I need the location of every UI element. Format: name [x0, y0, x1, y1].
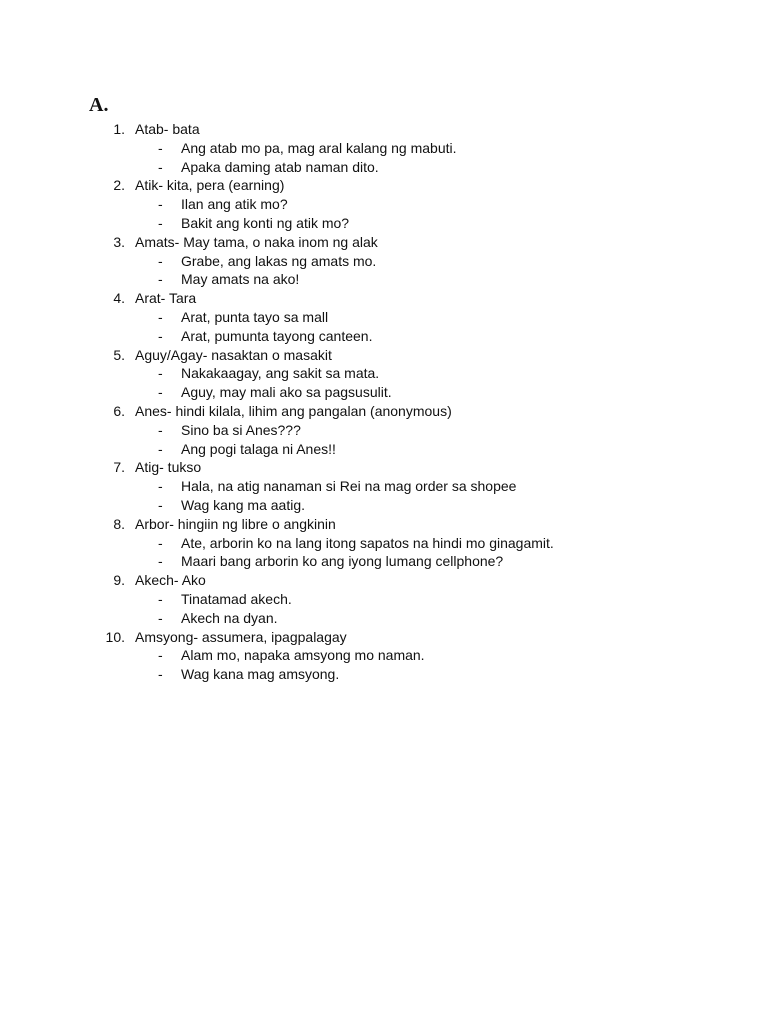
- dash-bullet: -: [158, 158, 163, 175]
- dash-bullet: -: [158, 553, 163, 570]
- example-sentence: [0, 383, 768, 402]
- dash-bullet: -: [158, 421, 163, 438]
- example-sentence: [0, 552, 768, 571]
- list-item: [0, 289, 768, 345]
- term-line: [0, 571, 768, 590]
- example-list: [0, 534, 768, 572]
- example-sentence: [0, 609, 768, 628]
- example-text: Ang pogi talaga ni Anes!!: [181, 440, 336, 457]
- example-list: [0, 308, 768, 346]
- term-line: [0, 515, 768, 534]
- dash-bullet: -: [158, 308, 163, 325]
- example-text: Tinatamad akech.: [181, 590, 292, 607]
- example-sentence: [0, 252, 768, 271]
- dash-bullet: -: [158, 196, 163, 213]
- dash-bullet: -: [158, 384, 163, 401]
- item-number: 1.: [113, 121, 125, 137]
- example-sentence: [0, 477, 768, 496]
- example-sentence: [0, 665, 768, 684]
- example-sentence: [0, 421, 768, 440]
- list-item: [0, 120, 768, 176]
- dash-bullet: -: [158, 478, 163, 495]
- example-list: [0, 364, 768, 402]
- item-number: 5.: [113, 346, 125, 363]
- example-sentence: [0, 364, 768, 383]
- item-number: 4.: [113, 290, 125, 307]
- list-item: [0, 233, 768, 289]
- term-line: [0, 458, 768, 477]
- list-item: [0, 346, 768, 402]
- dash-bullet: -: [158, 139, 163, 156]
- item-number: 8.: [113, 515, 125, 532]
- example-sentence: [0, 139, 768, 158]
- item-number: 6.: [113, 402, 125, 419]
- term-line: [0, 346, 768, 365]
- example-list: [0, 252, 768, 290]
- dash-bullet: -: [158, 327, 163, 344]
- example-text: Grabe, ang lakas ng amats mo.: [181, 252, 377, 269]
- example-list: [0, 477, 768, 515]
- item-number: 3.: [113, 233, 125, 250]
- example-sentence: [0, 496, 768, 515]
- example-text: Wag kang ma aatig.: [181, 496, 305, 513]
- example-sentence: [0, 158, 768, 177]
- term-definition: Atig- tukso: [135, 459, 202, 476]
- example-text: Aguy, may mali ako sa pagsusulit.: [181, 384, 392, 401]
- term-line: [0, 233, 768, 252]
- example-sentence: [0, 195, 768, 214]
- example-sentence: [0, 590, 768, 609]
- section-heading: A.: [89, 94, 109, 116]
- example-text: Wag kana mag amsyong.: [181, 666, 340, 683]
- example-sentence: [0, 308, 768, 327]
- dash-bullet: -: [158, 666, 163, 683]
- term-definition: Amats- May tama, o naka inom ng alak: [135, 233, 378, 250]
- example-text: Arat, pumunta tayong canteen.: [181, 327, 373, 344]
- dash-bullet: -: [158, 609, 163, 626]
- dash-bullet: -: [158, 271, 163, 288]
- example-sentence: [0, 270, 768, 289]
- item-number: 2.: [113, 177, 125, 194]
- example-text: Nakakaagay, ang sakit sa mata.: [181, 365, 380, 382]
- example-text: May amats na ako!: [181, 271, 300, 288]
- term-definition: Aguy/Agay- nasaktan o masakit: [135, 346, 332, 363]
- list-item: [0, 571, 768, 627]
- dash-bullet: -: [158, 647, 163, 664]
- dash-bullet: -: [158, 496, 163, 513]
- example-list: [0, 195, 768, 233]
- example-text: Hala, na atig nanaman si Rei na mag order sa shopee: [181, 478, 517, 495]
- term-definition: Akech- Ako: [135, 572, 206, 589]
- dash-bullet: -: [158, 590, 163, 607]
- example-text: Ang atab mo pa, mag aral kalang ng mabuti.: [181, 139, 457, 156]
- example-text: Bakit ang konti ng atik mo?: [181, 214, 350, 231]
- term-definition: Atab- bata: [135, 121, 200, 137]
- example-sentence: [0, 214, 768, 233]
- dash-bullet: -: [158, 534, 163, 551]
- term-definition: Arbor- hingiin ng libre o angkinin: [135, 515, 336, 532]
- example-text: Ate, arborin ko na lang itong sapatos na hindi mo ginagamit.: [181, 534, 554, 551]
- item-number: 9.: [113, 572, 125, 589]
- example-list: [0, 421, 768, 459]
- term-line: [0, 402, 768, 421]
- term-line: [0, 120, 768, 139]
- list-item: [0, 515, 768, 571]
- item-number: 7.: [113, 459, 125, 476]
- term-definition: Atik- kita, pera (earning): [135, 177, 285, 194]
- example-list: [0, 139, 768, 177]
- dash-bullet: -: [158, 365, 163, 382]
- example-text: Ilan ang atik mo?: [181, 196, 288, 213]
- example-sentence: [0, 440, 768, 459]
- term-line: [0, 628, 768, 647]
- term-definition: Amsyong- assumera, ipagpalagay: [135, 628, 347, 645]
- dash-bullet: -: [158, 252, 163, 269]
- example-text: Sino ba si Anes???: [181, 421, 301, 438]
- example-text: Maari bang arborin ko ang iyong lumang cellphone?: [181, 553, 504, 570]
- list-item: [0, 458, 768, 514]
- example-list: [0, 646, 768, 684]
- example-sentence: [0, 646, 768, 665]
- example-text: Apaka daming atab naman dito.: [181, 158, 379, 175]
- term-line: [0, 176, 768, 195]
- example-list: [0, 590, 768, 628]
- example-sentence: [0, 534, 768, 553]
- list-item: [0, 628, 768, 684]
- list-item: [0, 176, 768, 232]
- item-number: 10.: [105, 628, 125, 645]
- term-definition: Anes- hindi kilala, lihim ang pangalan (anonymous): [135, 402, 452, 419]
- term-line: [0, 289, 768, 308]
- list-item: [0, 402, 768, 458]
- example-text: Arat, punta tayo sa mall: [181, 308, 329, 325]
- example-text: Akech na dyan.: [181, 609, 278, 626]
- term-definition: Arat- Tara: [135, 290, 197, 307]
- example-sentence: [0, 327, 768, 346]
- term-list: [0, 120, 768, 684]
- example-text: Alam mo, napaka amsyong mo naman.: [181, 647, 425, 664]
- dash-bullet: -: [158, 440, 163, 457]
- dash-bullet: -: [158, 214, 163, 231]
